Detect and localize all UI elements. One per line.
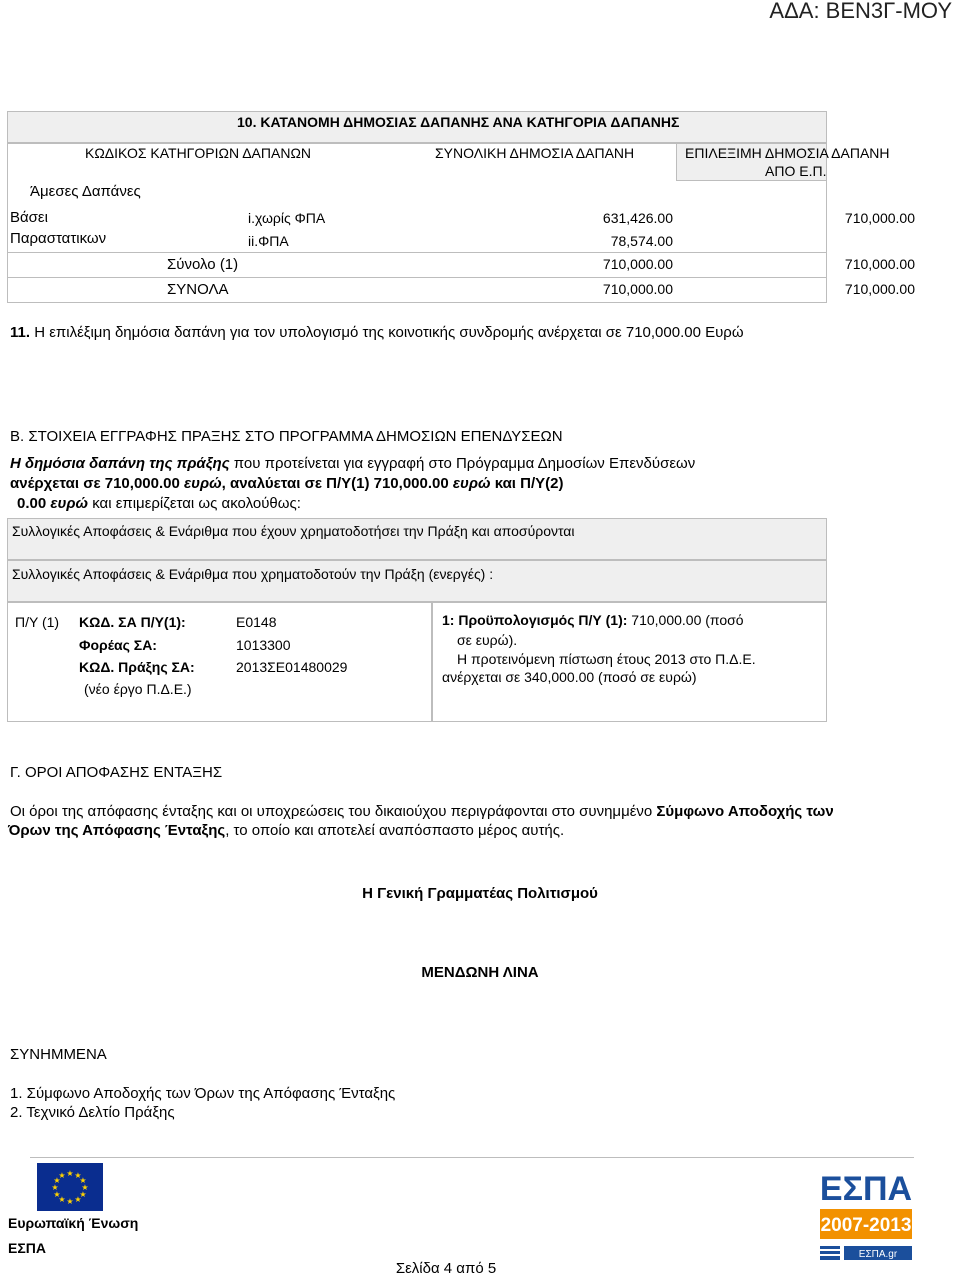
footer-rule — [30, 1157, 914, 1158]
sectionG-line2 — [8, 822, 564, 839]
subtotal-label: Σύνολο (1) — [167, 256, 239, 273]
budget-label: 1: Προϋπολογισμός Π/Υ (1): — [442, 612, 628, 628]
eu-label: Ευρωπαϊκή Ένωση — [8, 1215, 139, 1231]
budget-value-cont: σε ευρώ). — [457, 632, 518, 648]
attachment-item: 1. Σύμφωνο Αποδοχής των Όρων της Απόφασης Ένταξης — [10, 1085, 396, 1102]
active-decisions-text: Συλλογικές Αποφάσεις & Ενάριθμα που χρηματοδοτούν την Πράξη (ενεργές) : — [12, 566, 494, 582]
svg-text:★: ★ — [81, 1183, 89, 1192]
sectionB-title: Β. ΣΤΟΙΧΕΙΑ ΕΓΓΡΑΦΗΣ ΠΡΑΞΗΣ ΣΤΟ ΠΡΟΓΡΑΜΜΑ ΔΗΜΟΣΙΩΝ ΕΠΕΝΔΥΣΕΩΝ — [10, 428, 563, 445]
sectionG-line1 — [10, 803, 834, 820]
table-divider — [7, 252, 827, 253]
credit-line-1: Η προτεινόμενη πίστωση έτους 2013 στο Π.Δ.Ε. — [457, 651, 756, 667]
svg-text:★: ★ — [66, 1169, 74, 1178]
withdrawn-decisions-text: Συλλογικές Αποφάσεις & Ενάριθμα που έχουν χρηματοδοτήσει την Πράξη και αποσύρονται — [12, 523, 575, 539]
sa-code-value: Ε0148 — [236, 614, 277, 630]
ada-code: ΑΔΑ: ΒΕΝ3Γ-ΜΟΥ — [769, 0, 952, 23]
py2-amount: 0.00 — [17, 495, 47, 512]
section10-title: 10. ΚΑΤΑΝΟΜΗ ΔΗΜΟΣΙΑΣ ΔΑΠΑΝΗΣ ΑΝΑ ΚΑΤΗΓΟΡΙΑ ΔΑΠΑΝΗΣ — [237, 114, 680, 130]
py2-text: και Π/Υ(2) — [490, 475, 564, 492]
subtotal-total: 710,000.00 — [602, 256, 673, 272]
base-label: Βάσει — [10, 209, 48, 226]
sectionG-title: Γ. ΟΡΟΙ ΑΠΟΦΑΣΗΣ ΕΝΤΑΞΗΣ — [10, 764, 223, 781]
euro-word: ευρώ — [179, 475, 222, 492]
project-code-label: ΚΩΔ. Πράξης ΣΑ: — [79, 659, 195, 675]
section11-text: Η επιλέξιμη δημόσια δαπάνη για τον υπολογισμό της κοινοτικής συνδρομής ανέρχεται σε 710,000.00 Ευρώ — [34, 324, 744, 341]
base-label-2: Παραστατικων — [10, 230, 107, 247]
subtotal-eligible: 710,000.00 — [844, 256, 915, 272]
euro-word: ευρώ — [448, 475, 491, 492]
terms-text: Οι όροι της απόφασης ένταξης και οι υποχρεώσεις του δικαιούχου περιγράφονται στο συνημμένο — [10, 803, 657, 820]
euro-word: ευρώ — [46, 495, 89, 512]
public-expense-rest: που προτείνεται για εγγραφή στο Πρόγραμμα Δημοσίων Επενδύσεων — [229, 455, 696, 472]
budget-value: 710,000.00 (ποσό — [627, 612, 744, 628]
signatory-role: Η Γενική Γραμματέας Πολιτισμού — [362, 885, 598, 902]
row-vat-label: ii.ΦΠΑ — [248, 233, 289, 249]
espa-logo-icon — [820, 1164, 912, 1274]
signatory-name: ΜΕΝΔΩΝΗ ΛΙΝΑ — [421, 964, 539, 981]
svg-text:★: ★ — [79, 1176, 87, 1185]
col-eligible-header-2: ΑΠΟ Ε.Π. — [765, 163, 827, 179]
attachments-title: ΣΥΝΗΜΜΕΝΑ — [10, 1046, 107, 1063]
svg-text:★: ★ — [51, 1183, 59, 1192]
credit-line-2: ανέρχεται σε 340,000.00 (ποσό σε ευρώ) — [442, 669, 697, 685]
row-no-vat-label: i.χωρίς ΦΠΑ — [248, 210, 326, 226]
budget-line — [442, 612, 744, 628]
total-label: ΣΥΝΟΛΑ — [167, 281, 229, 298]
espa-label: ΕΣΠΑ — [8, 1240, 46, 1256]
sectionB-paragraph-line2 — [10, 475, 563, 492]
total-total: 710,000.00 — [602, 281, 673, 297]
espa-logo-years: 2007-2013 — [820, 1215, 912, 1236]
eu-flag-icon — [37, 1163, 103, 1211]
breakdown-text: , αναλύεται σε Π/Υ(1) 710,000.00 — [221, 475, 449, 492]
sa-agency-value: 1013300 — [236, 637, 291, 653]
table-divider — [7, 277, 827, 278]
py1-label: Π/Υ (1) — [15, 614, 60, 630]
row-vat-total: 78,574.00 — [610, 233, 673, 249]
project-code-value: 2013ΣΕ01480029 — [236, 659, 348, 675]
decision-terms-text: Όρων της Απόφασης Ένταξης — [8, 822, 226, 839]
new-project-note: (νέο έργο Π.Δ.Ε.) — [84, 681, 192, 697]
py1-box-left — [7, 602, 432, 722]
row-no-vat-eligible: 710,000.00 — [844, 210, 915, 226]
sectionB-paragraph-line1 — [10, 455, 695, 472]
sa-code-label: ΚΩΔ. ΣΑ Π/Υ(1): — [79, 614, 186, 630]
svg-text:★: ★ — [53, 1190, 61, 1199]
amount-text: ανέρχεται σε 710,000.00 — [10, 475, 180, 492]
svg-text:★: ★ — [66, 1197, 74, 1206]
sa-agency-label: Φορέας ΣΑ: — [79, 637, 157, 653]
public-expense-phrase: Η δημόσια δαπάνη της πράξης — [10, 455, 230, 472]
espa-logo-sub: ΕΣΠΑ.gr — [858, 1249, 898, 1260]
svg-text:★: ★ — [58, 1195, 66, 1204]
distribution-text: και επιμερίζεται ως ακολούθως: — [88, 495, 301, 512]
acceptance-agreement-text: Σύμφωνο Αποδοχής των — [656, 803, 834, 820]
col-eligible-header-1: ΕΠΙΛΕΞΙΜΗ ΔΗΜΟΣΙΑ ΔΑΠΑΝΗ — [685, 145, 890, 161]
col-total-header: ΣΥΝΟΛΙΚΗ ΔΗΜΟΣΙΑ ΔΑΠΑΝΗ — [435, 145, 635, 161]
direct-costs-label: Άμεσες Δαπάνες — [30, 183, 141, 200]
row-no-vat-total: 631,426.00 — [602, 210, 673, 226]
total-eligible: 710,000.00 — [844, 281, 915, 297]
svg-text:★: ★ — [58, 1171, 66, 1180]
section11-line — [10, 324, 744, 341]
sectionB-paragraph-line3 — [17, 495, 301, 512]
svg-text:★: ★ — [79, 1190, 87, 1199]
section11-number: 11. — [10, 324, 31, 341]
page-number: Σελίδα 4 από 5 — [395, 1260, 497, 1277]
col-code-header: ΚΩΔΙΚΟΣ ΚΑΤΗΓΟΡΙΩΝ ΔΑΠΑΝΩΝ — [85, 145, 312, 161]
svg-text:★: ★ — [74, 1171, 82, 1180]
svg-text:★: ★ — [53, 1176, 61, 1185]
attachment-item: 2. Τεχνικό Δελτίο Πράξης — [10, 1104, 175, 1121]
espa-logo-title: ΕΣΠΑ — [820, 1170, 912, 1208]
integral-part-text: , το οποίο και αποτελεί αναπόσπαστο μέρος αυτής. — [225, 822, 565, 839]
svg-text:★: ★ — [74, 1195, 82, 1204]
